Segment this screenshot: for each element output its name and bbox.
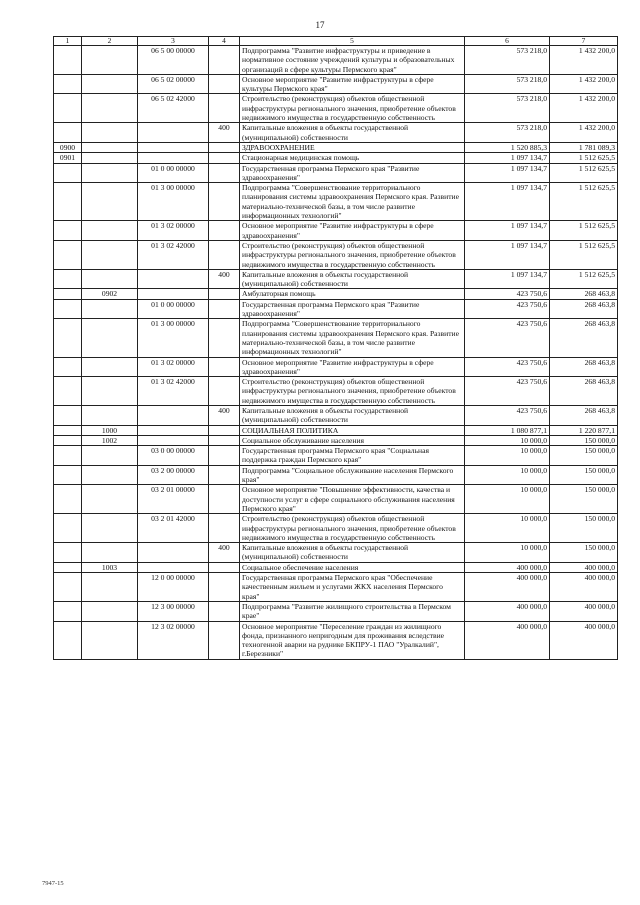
subsection-code xyxy=(82,299,138,319)
amount-year-2: 1 781 089,3 xyxy=(550,142,618,152)
amount-year-1: 10 000,0 xyxy=(465,435,550,445)
subsection-code: 1003 xyxy=(82,562,138,572)
subsection-code xyxy=(82,377,138,406)
section-code xyxy=(54,94,82,123)
table-row xyxy=(54,123,618,143)
item-name: Основное мероприятие "Переселение граждан из жилищного фонда, признанного непригодным для проживания вследствие техногенной аварии на руднике БКПРУ-1 ПАО "Уралкалий", г.Березники" xyxy=(240,621,465,659)
target-item-code: 01 3 02 42000 xyxy=(138,377,209,406)
subsection-code: 1000 xyxy=(82,425,138,435)
section-code xyxy=(54,319,82,357)
section-code xyxy=(54,485,82,514)
expense-type-code xyxy=(209,562,240,572)
target-item-code: 01 0 00 00000 xyxy=(138,299,209,319)
amount-year-1: 423 750,6 xyxy=(465,319,550,357)
amount-year-2: 150 000,0 xyxy=(550,514,618,543)
item-name: Основное мероприятие "Развитие инфраструктуры в сфере здравоохранения" xyxy=(240,357,465,377)
section-code xyxy=(54,435,82,445)
item-name: Строительство (реконструкция) объектов общественной инфраструктуры регионального значения, приобретение объектов недвижимого имущества в государственную собственность xyxy=(240,94,465,123)
amount-year-2: 1 512 625,5 xyxy=(550,240,618,269)
subsection-code xyxy=(82,46,138,75)
target-item-code: 03 2 01 00000 xyxy=(138,485,209,514)
section-code xyxy=(54,240,82,269)
amount-year-1: 10 000,0 xyxy=(465,485,550,514)
item-name: Капитальные вложения в объекты государственной (муниципальной) собственности xyxy=(240,543,465,563)
subsection-code xyxy=(82,514,138,543)
amount-year-2: 400 000,0 xyxy=(550,562,618,572)
expense-type-code xyxy=(209,163,240,183)
section-code xyxy=(54,425,82,435)
section-code xyxy=(54,163,82,183)
target-item-code: 12 0 00 00000 xyxy=(138,573,209,602)
subsection-code xyxy=(82,240,138,269)
target-item-code: 06 5 02 00000 xyxy=(138,74,209,94)
document-code: 7947-15 xyxy=(42,880,64,887)
amount-year-2: 400 000,0 xyxy=(550,573,618,602)
amount-year-2: 400 000,0 xyxy=(550,601,618,621)
expense-type-code: 400 xyxy=(209,405,240,425)
target-item-code: 01 3 00 00000 xyxy=(138,183,209,221)
expense-type-code xyxy=(209,446,240,466)
subsection-code xyxy=(82,319,138,357)
table-row xyxy=(54,46,618,75)
item-name: Подпрограмма "Развитие жилищного строительства в Пермском крае" xyxy=(240,601,465,621)
amount-year-1: 1 097 134,7 xyxy=(465,153,550,163)
amount-year-1: 1 097 134,7 xyxy=(465,240,550,269)
subsection-code xyxy=(82,153,138,163)
expense-type-code xyxy=(209,621,240,659)
subsection-code xyxy=(82,269,138,289)
amount-year-1: 423 750,6 xyxy=(465,357,550,377)
item-name: Капитальные вложения в объекты государственной (муниципальной) собственности xyxy=(240,123,465,143)
amount-year-1: 573 218,0 xyxy=(465,46,550,75)
table-row xyxy=(54,621,618,659)
item-name: Подпрограмма "Совершенствование территориального планирования системы здравоохранения Пермского края. Развитие материально-технической базы, в том числе развитие информационных технологий" xyxy=(240,183,465,221)
column-number: 1 xyxy=(54,37,82,46)
section-code xyxy=(54,377,82,406)
amount-year-1: 400 000,0 xyxy=(465,621,550,659)
table-row xyxy=(54,357,618,377)
table-row xyxy=(54,221,618,241)
section-code xyxy=(54,562,82,572)
section-code xyxy=(54,405,82,425)
column-number: 3 xyxy=(138,37,209,46)
amount-year-1: 10 000,0 xyxy=(465,465,550,485)
section-code xyxy=(54,74,82,94)
table-row xyxy=(54,425,618,435)
amount-year-2: 268 463,8 xyxy=(550,357,618,377)
expense-type-code xyxy=(209,183,240,221)
table-row xyxy=(54,319,618,357)
amount-year-1: 423 750,6 xyxy=(465,377,550,406)
amount-year-1: 423 750,6 xyxy=(465,289,550,299)
section-code: 0900 xyxy=(54,142,82,152)
section-code: 0901 xyxy=(54,153,82,163)
table-row xyxy=(54,446,618,466)
table-row xyxy=(54,485,618,514)
amount-year-1: 400 000,0 xyxy=(465,562,550,572)
amount-year-1: 1 097 134,7 xyxy=(465,163,550,183)
amount-year-1: 573 218,0 xyxy=(465,74,550,94)
section-code xyxy=(54,465,82,485)
target-item-code: 01 3 02 00000 xyxy=(138,221,209,241)
target-item-code: 03 0 00 00000 xyxy=(138,446,209,466)
column-number: 5 xyxy=(240,37,465,46)
target-item-code: 01 3 00 00000 xyxy=(138,319,209,357)
amount-year-1: 573 218,0 xyxy=(465,94,550,123)
amount-year-2: 1 432 200,0 xyxy=(550,123,618,143)
table-row xyxy=(54,153,618,163)
table-row xyxy=(54,74,618,94)
expense-type-code xyxy=(209,221,240,241)
table-row xyxy=(54,405,618,425)
subsection-code xyxy=(82,465,138,485)
amount-year-2: 150 000,0 xyxy=(550,465,618,485)
subsection-code xyxy=(82,601,138,621)
item-name: Государственная программа Пермского края "Обеспечение качественным жильем и услугами ЖКХ населения Пермского края" xyxy=(240,573,465,602)
amount-year-1: 423 750,6 xyxy=(465,299,550,319)
budget-table xyxy=(53,36,618,660)
item-name: Основное мероприятие "Развитие инфраструктуры в сфере культуры Пермского края" xyxy=(240,74,465,94)
table-row xyxy=(54,601,618,621)
target-item-code xyxy=(138,562,209,572)
subsection-code xyxy=(82,405,138,425)
expense-type-code xyxy=(209,465,240,485)
subsection-code xyxy=(82,621,138,659)
target-item-code: 06 5 00 00000 xyxy=(138,46,209,75)
target-item-code xyxy=(138,435,209,445)
target-item-code: 03 2 01 42000 xyxy=(138,514,209,543)
amount-year-2: 1 432 200,0 xyxy=(550,94,618,123)
expense-type-code xyxy=(209,357,240,377)
table-row xyxy=(54,435,618,445)
item-name: Государственная программа Пермского края "Социальная поддержка граждан Пермского края" xyxy=(240,446,465,466)
amount-year-1: 400 000,0 xyxy=(465,601,550,621)
expense-type-code xyxy=(209,425,240,435)
target-item-code xyxy=(138,405,209,425)
table-row xyxy=(54,94,618,123)
amount-year-2: 1 512 625,5 xyxy=(550,269,618,289)
column-number-row xyxy=(54,37,618,46)
amount-year-2: 400 000,0 xyxy=(550,621,618,659)
table-row xyxy=(54,573,618,602)
target-item-code xyxy=(138,289,209,299)
amount-year-1: 423 750,6 xyxy=(465,405,550,425)
section-code xyxy=(54,621,82,659)
amount-year-1: 10 000,0 xyxy=(465,514,550,543)
amount-year-1: 10 000,0 xyxy=(465,446,550,466)
subsection-code xyxy=(82,123,138,143)
amount-year-1: 10 000,0 xyxy=(465,543,550,563)
expense-type-code: 400 xyxy=(209,543,240,563)
amount-year-2: 1 432 200,0 xyxy=(550,46,618,75)
target-item-code: 06 5 02 42000 xyxy=(138,94,209,123)
subsection-code xyxy=(82,74,138,94)
column-number: 6 xyxy=(465,37,550,46)
target-item-code xyxy=(138,123,209,143)
section-code xyxy=(54,543,82,563)
subsection-code xyxy=(82,142,138,152)
section-code xyxy=(54,289,82,299)
amount-year-1: 1 097 134,7 xyxy=(465,269,550,289)
expense-type-code xyxy=(209,573,240,602)
amount-year-2: 150 000,0 xyxy=(550,435,618,445)
section-code xyxy=(54,514,82,543)
subsection-code: 0902 xyxy=(82,289,138,299)
expense-type-code: 400 xyxy=(209,123,240,143)
subsection-code xyxy=(82,485,138,514)
expense-type-code xyxy=(209,289,240,299)
section-code xyxy=(54,299,82,319)
item-name: Подпрограмма "Развитие инфраструктуры и приведение в нормативное состояние учреждений культуры и образовательных организаций в сфере культуры Пермского края" xyxy=(240,46,465,75)
amount-year-2: 1 512 625,5 xyxy=(550,183,618,221)
item-name: Стационарная медицинская помощь xyxy=(240,153,465,163)
subsection-code xyxy=(82,446,138,466)
subsection-code xyxy=(82,183,138,221)
table-row xyxy=(54,269,618,289)
section-code xyxy=(54,269,82,289)
subsection-code xyxy=(82,543,138,563)
item-name: Подпрограмма "Социальное обслуживание населения Пермского края" xyxy=(240,465,465,485)
item-name: Строительство (реконструкция) объектов общественной инфраструктуры регионального значения, приобретение объектов недвижимого имущества в государственную собственность xyxy=(240,377,465,406)
amount-year-2: 1 512 625,5 xyxy=(550,163,618,183)
expense-type-code xyxy=(209,153,240,163)
amount-year-2: 1 220 877,1 xyxy=(550,425,618,435)
amount-year-2: 268 463,8 xyxy=(550,405,618,425)
table-row xyxy=(54,183,618,221)
section-code xyxy=(54,573,82,602)
item-name: Государственная программа Пермского края "Развитие здравоохранения" xyxy=(240,163,465,183)
target-item-code: 03 2 00 00000 xyxy=(138,465,209,485)
amount-year-2: 268 463,8 xyxy=(550,319,618,357)
expense-type-code xyxy=(209,601,240,621)
target-item-code xyxy=(138,153,209,163)
target-item-code xyxy=(138,142,209,152)
expense-type-code xyxy=(209,377,240,406)
expense-type-code xyxy=(209,299,240,319)
item-name: Капитальные вложения в объекты государственной (муниципальной) собственности xyxy=(240,269,465,289)
expense-type-code: 400 xyxy=(209,269,240,289)
expense-type-code xyxy=(209,74,240,94)
section-code xyxy=(54,123,82,143)
amount-year-2: 150 000,0 xyxy=(550,543,618,563)
item-name: Государственная программа Пермского края "Развитие здравоохранения" xyxy=(240,299,465,319)
item-name: Социальное обслуживание населения xyxy=(240,435,465,445)
expense-type-code xyxy=(209,94,240,123)
page-number: 17 xyxy=(315,20,325,30)
amount-year-2: 1 512 625,5 xyxy=(550,153,618,163)
table-row xyxy=(54,543,618,563)
amount-year-1: 1 520 885,3 xyxy=(465,142,550,152)
expense-type-code xyxy=(209,46,240,75)
section-code xyxy=(54,446,82,466)
expense-type-code xyxy=(209,514,240,543)
target-item-code: 01 0 00 00000 xyxy=(138,163,209,183)
target-item-code: 01 3 02 00000 xyxy=(138,357,209,377)
column-number: 7 xyxy=(550,37,618,46)
amount-year-1: 1 097 134,7 xyxy=(465,183,550,221)
target-item-code: 01 3 02 42000 xyxy=(138,240,209,269)
amount-year-1: 1 080 877,1 xyxy=(465,425,550,435)
table-row xyxy=(54,377,618,406)
amount-year-2: 268 463,8 xyxy=(550,289,618,299)
expense-type-code xyxy=(209,142,240,152)
item-name: Основное мероприятие "Развитие инфраструктуры в сфере здравоохранения" xyxy=(240,221,465,241)
item-name: Строительство (реконструкция) объектов общественной инфраструктуры регионального значения, приобретение объектов недвижимого имущества в государственную собственность xyxy=(240,514,465,543)
item-name: Капитальные вложения в объекты государственной (муниципальной) собственности xyxy=(240,405,465,425)
section-code xyxy=(54,221,82,241)
amount-year-1: 573 218,0 xyxy=(465,123,550,143)
item-name: Подпрограмма "Совершенствование территориального планирования системы здравоохранения Пермского края. Развитие материально-технической базы, в том числе развитие информационных технологий" xyxy=(240,319,465,357)
amount-year-2: 150 000,0 xyxy=(550,446,618,466)
target-item-code xyxy=(138,543,209,563)
table-row xyxy=(54,299,618,319)
amount-year-2: 268 463,8 xyxy=(550,299,618,319)
table-row xyxy=(54,142,618,152)
subsection-code xyxy=(82,221,138,241)
amount-year-1: 400 000,0 xyxy=(465,573,550,602)
subsection-code xyxy=(82,573,138,602)
section-code xyxy=(54,357,82,377)
section-code xyxy=(54,46,82,75)
item-name: Социальное обеспечение населения xyxy=(240,562,465,572)
item-name: Основное мероприятие "Повышение эффективности, качества и доступности услуг в сфере социального обслуживания населения Пермского края" xyxy=(240,485,465,514)
section-code xyxy=(54,601,82,621)
item-name: Строительство (реконструкция) объектов общественной инфраструктуры регионального значения, приобретение объектов недвижимого имущества в государственную собственность xyxy=(240,240,465,269)
item-name: СОЦИАЛЬНАЯ ПОЛИТИКА xyxy=(240,425,465,435)
table-row xyxy=(54,289,618,299)
expense-type-code xyxy=(209,435,240,445)
subsection-code xyxy=(82,163,138,183)
column-number: 2 xyxy=(82,37,138,46)
amount-year-2: 150 000,0 xyxy=(550,485,618,514)
amount-year-2: 1 512 625,5 xyxy=(550,221,618,241)
amount-year-2: 268 463,8 xyxy=(550,377,618,406)
expense-type-code xyxy=(209,319,240,357)
table-row xyxy=(54,163,618,183)
expense-type-code xyxy=(209,240,240,269)
table-row xyxy=(54,514,618,543)
table-row xyxy=(54,465,618,485)
table-row xyxy=(54,562,618,572)
table-row xyxy=(54,240,618,269)
amount-year-1: 1 097 134,7 xyxy=(465,221,550,241)
target-item-code xyxy=(138,269,209,289)
item-name: Амбулаторная помощь xyxy=(240,289,465,299)
target-item-code xyxy=(138,425,209,435)
section-code xyxy=(54,183,82,221)
target-item-code: 12 3 00 00000 xyxy=(138,601,209,621)
subsection-code xyxy=(82,357,138,377)
subsection-code: 1002 xyxy=(82,435,138,445)
item-name: ЗДРАВООХРАНЕНИЕ xyxy=(240,142,465,152)
subsection-code xyxy=(82,94,138,123)
amount-year-2: 1 432 200,0 xyxy=(550,74,618,94)
target-item-code: 12 3 02 00000 xyxy=(138,621,209,659)
column-number: 4 xyxy=(209,37,240,46)
expense-type-code xyxy=(209,485,240,514)
